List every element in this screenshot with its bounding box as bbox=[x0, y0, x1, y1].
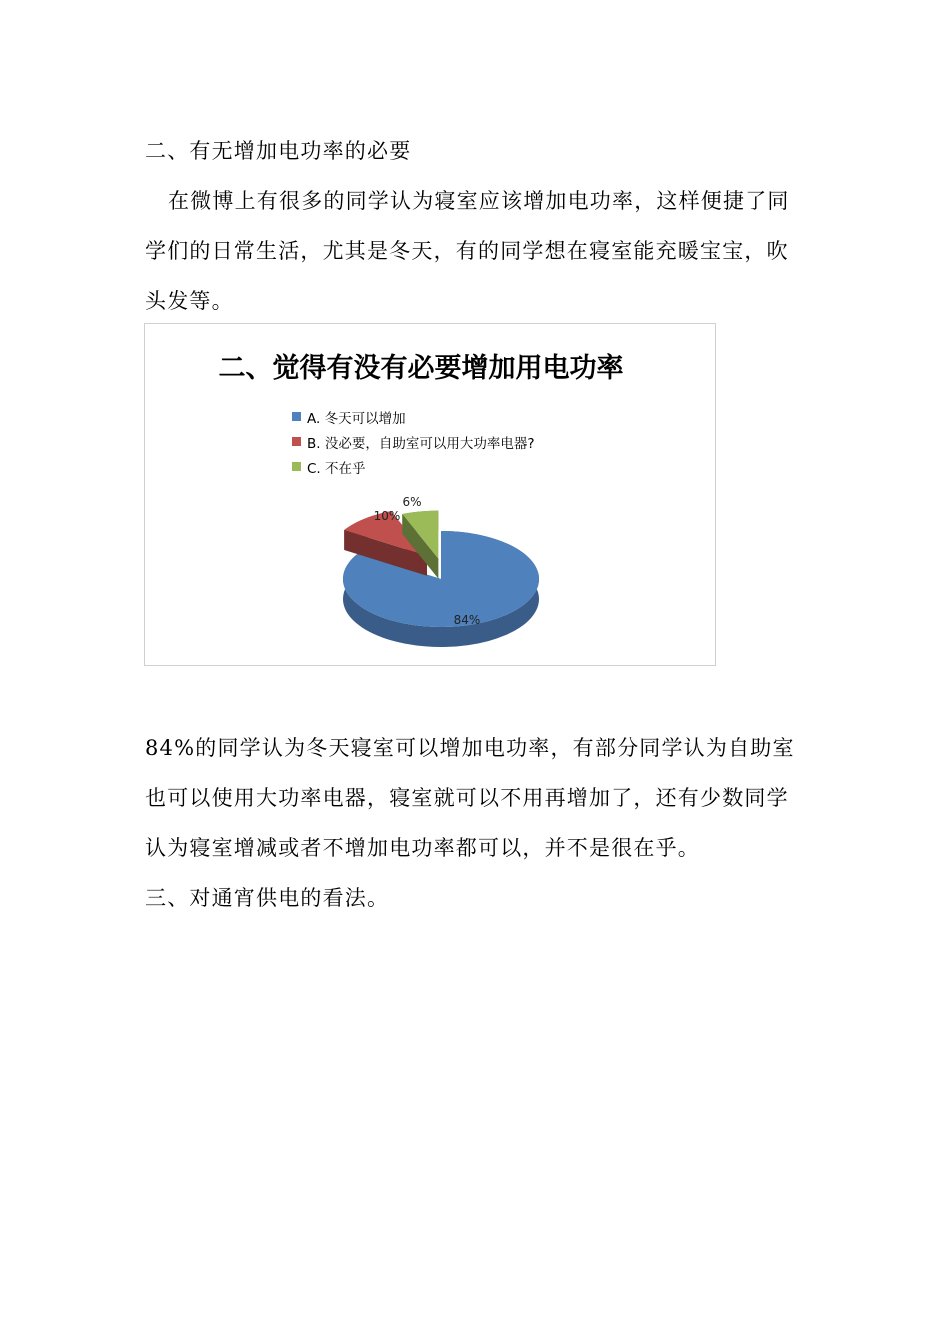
section-heading-3: 三、对通宵供电的看法。 bbox=[145, 886, 390, 910]
data-label-a: 84% bbox=[453, 613, 481, 627]
data-label-b: 10% bbox=[373, 509, 401, 523]
legend-label: C. 不在乎 bbox=[307, 460, 366, 477]
pie-plot bbox=[145, 324, 717, 667]
paragraph-analysis: 84%的同学认为冬天寝室可以增加电功率，有部分同学认为自助室也可以使用大功率电器，寝室就可以不用再增加了，还有少数同学认为寝室增减或者不增加电功率都可以，并不是很在乎。 bbox=[145, 736, 795, 860]
data-label-c: 6% bbox=[402, 495, 422, 509]
section-heading-2: 二、有无增加电功率的必要 bbox=[145, 139, 412, 163]
legend-label: B. 没必要，自助室可以用大功率电器? bbox=[307, 435, 535, 452]
legend-label: A. 冬天可以增加 bbox=[307, 410, 406, 427]
paragraph-power-necessity: 在微博上有很多的同学认为寝室应该增加电功率，这样便捷了同学们的日常生活，尤其是冬天，有的同学想在寝室能充暖宝宝，吹头发等。 bbox=[145, 189, 790, 313]
chart-title: 二、觉得有没有必要增加用电功率 bbox=[218, 353, 624, 384]
pie-chart bbox=[144, 323, 716, 666]
